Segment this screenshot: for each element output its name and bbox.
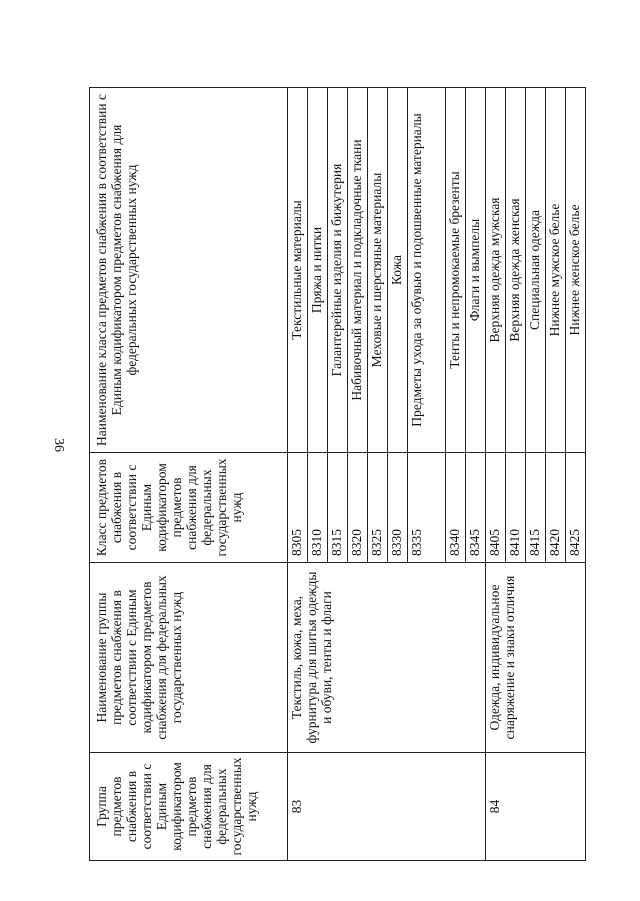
class-code: 8315 bbox=[327, 453, 347, 563]
page-number: 36 bbox=[51, 438, 66, 452]
class-name: Тенты и непромокаемые брезенты bbox=[445, 88, 465, 453]
class-code: 8405 bbox=[485, 453, 505, 563]
class-code: 8305 bbox=[287, 453, 307, 563]
rotated-table-container bbox=[89, 88, 586, 861]
table-row bbox=[287, 88, 307, 861]
class-code: 8335 bbox=[407, 453, 445, 563]
class-name: Галантерейные изделия и бижутерия bbox=[327, 88, 347, 453]
class-name: Верхняя одежда женская bbox=[505, 88, 525, 453]
class-code: 8340 bbox=[445, 453, 465, 563]
class-code: 8320 bbox=[347, 453, 367, 563]
class-code: 8325 bbox=[367, 453, 387, 563]
class-name: Кожа bbox=[387, 88, 407, 453]
header-class-name: Наименование класса предметов снабжения в соответствии с Единым кодификатором предметов снабжения для федеральных государственных нужд bbox=[90, 88, 288, 453]
class-name: Нижнее мужское белье bbox=[545, 88, 565, 453]
group-name: Текстиль, кожа, меха, фурнитура для шитья одежды и обуви, тенты и флаги bbox=[287, 563, 485, 753]
class-code: 8415 bbox=[525, 453, 545, 563]
class-code: 8425 bbox=[565, 453, 585, 563]
class-name: Специальная одежда bbox=[525, 88, 545, 453]
class-name: Пряжа и нитки bbox=[307, 88, 327, 453]
class-name: Флаги и вымпелы bbox=[465, 88, 485, 453]
group-code: 84 bbox=[485, 753, 585, 861]
group-code: 83 bbox=[287, 753, 485, 861]
group-name: Одежда, индивидуальное снаряжение и знаки отличия bbox=[485, 563, 585, 753]
header-class-code: Класс предметов снабжения в соответствии с Единым кодификатором предметов снабжения для федеральных государственных нужд bbox=[90, 453, 288, 563]
class-name: Верхняя одежда мужская bbox=[485, 88, 505, 453]
class-name: Набивочный материал и подкладочные ткани bbox=[347, 88, 367, 453]
class-name: Нижнее женское белье bbox=[565, 88, 585, 453]
class-code: 8410 bbox=[505, 453, 525, 563]
class-name: Предметы ухода за обувью и подошвенные материалы bbox=[407, 88, 445, 453]
header-group-name: Наименование группы предметов снабжения в соответствии с Единым кодификатором предметов снабжения для федеральных государственных нужд bbox=[90, 563, 288, 753]
class-code: 8310 bbox=[307, 453, 327, 563]
class-name: Меховые и шерстяные материалы bbox=[367, 88, 387, 453]
supply-classification-table bbox=[89, 87, 586, 861]
class-code: 8345 bbox=[465, 453, 485, 563]
class-code: 8330 bbox=[387, 453, 407, 563]
header-group-code: Группа предметов снабжения в соответствии с Единым кодификатором предметов снабжения для федеральных государственных нужд bbox=[90, 753, 288, 861]
table-header-row bbox=[90, 88, 288, 861]
class-name: Текстильные материалы bbox=[287, 88, 307, 453]
table-row bbox=[485, 88, 505, 861]
class-code: 8420 bbox=[545, 453, 565, 563]
